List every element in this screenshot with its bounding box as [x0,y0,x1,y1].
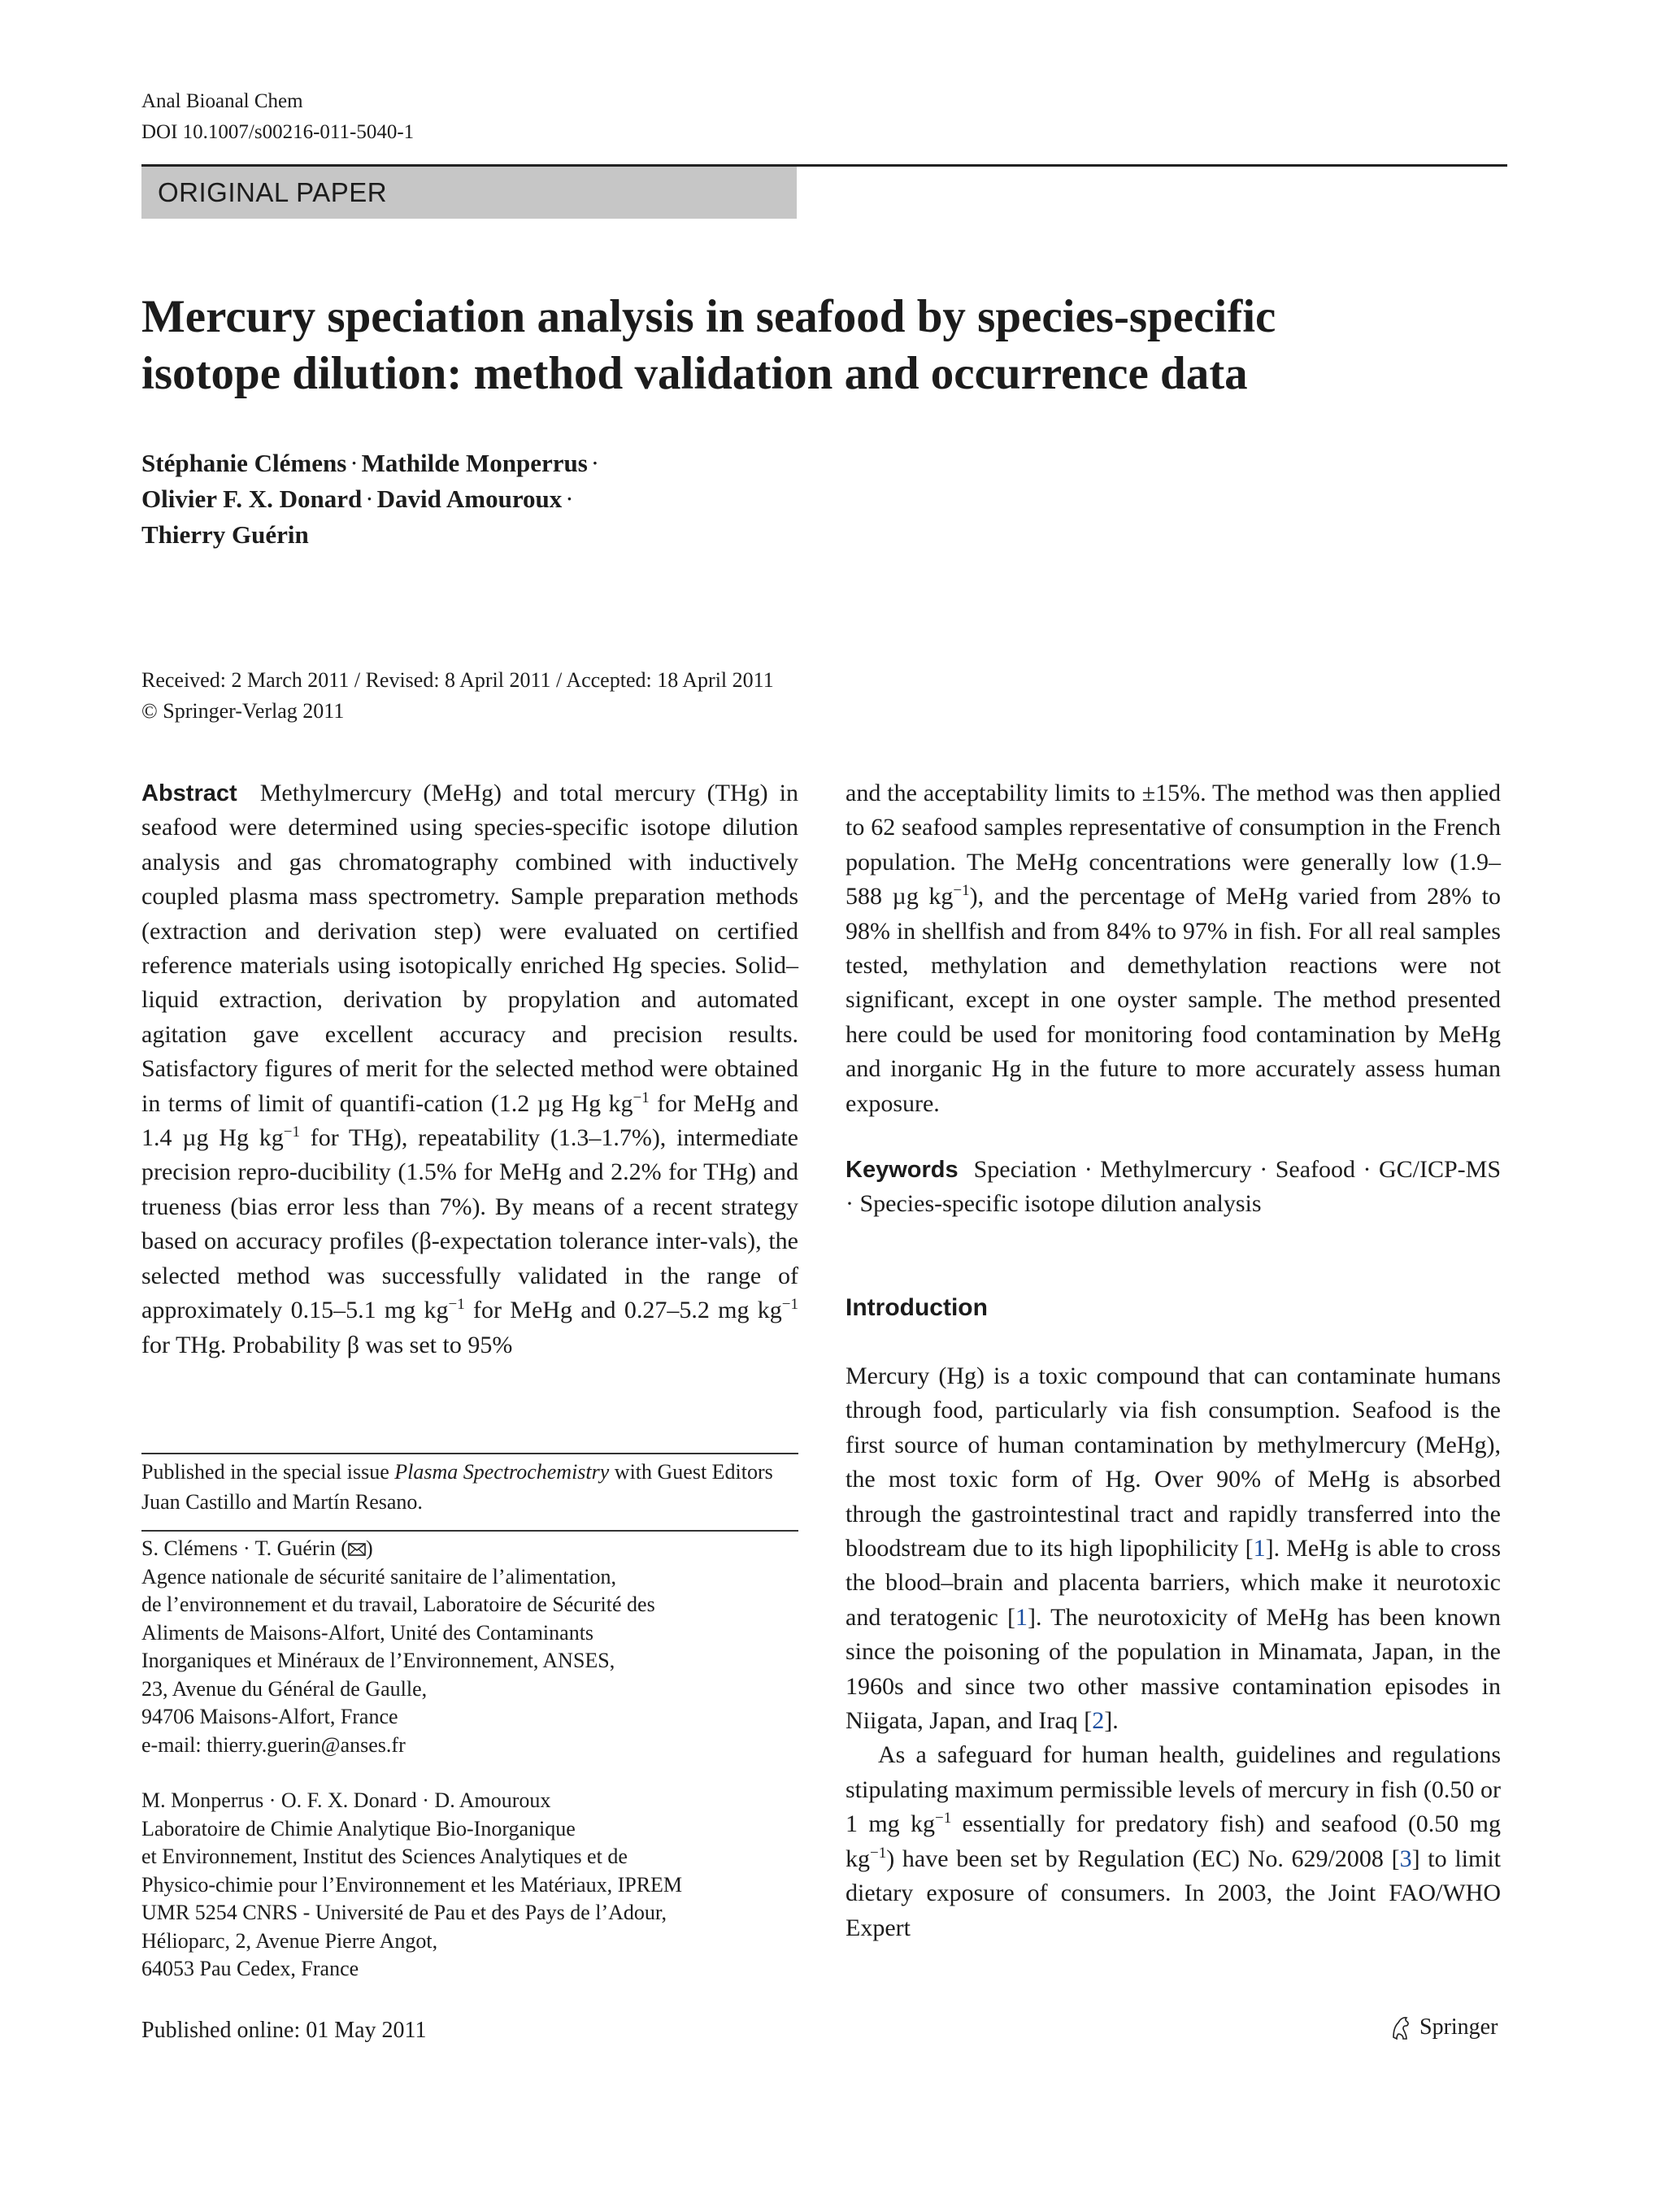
paper-title [141,289,1361,402]
intro-segment: essentially for predatory fish) and seafood (0.50 mg kg [846,1810,1501,1872]
superscript: −1 [870,1844,887,1862]
superscript: −1 [953,882,970,900]
envelope-icon [348,1543,366,1556]
superscript: −1 [781,1296,798,1314]
special-issue-note [141,1457,798,1517]
abstract-segment: for MeHg and 1.4 µg Hg kg [141,1089,799,1152]
intro-segment: ]. The neurotoxicity of MeHg has been known since the poisoning of the population in Minamata, Japan, in the 1960s and since two other massive contamination episodes in Niigata, Japan, and Iraq [ [846,1603,1502,1735]
abstract-segment: Methylmercury (MeHg) and total mercury (THg) in seafood were determined using species-specific isotope dilution analysis and gas chromatography combined with inductively coupled plasma mass spectrometry. Sample preparation methods (extraction and derivation step) were evaluated on certified reference materials using isotopically enriched Hg species. Solid–liquid extraction, derivation by propylation and automated agitation gave excellent accuracy and precision results. Satisfactory figures of merit for the selected method were obtained in terms of limit of quantifi-cation (1.2 µg Hg kg [141,780,799,1117]
abstract-segment: for MeHg and 0.27–5.2 mg kg [464,1297,782,1324]
affiliation-block-1 [141,1535,798,1759]
abstract-segment: for THg. Probability β was set to 95% [141,1331,513,1358]
author: Thierry Guérin [141,520,309,549]
superscript: −1 [935,1810,952,1827]
keywords-heading: Keywords [846,1157,959,1183]
copyright: © Springer-Verlag 2011 [141,699,345,723]
author: Mathilde Monperrus [361,449,588,477]
affiliation-line: de l’environnement et du travail, Laboratoire de Sécurité des [141,1593,655,1616]
affiliation-line: UMR 5254 CNRS - Université de Pau et des Pays de l’Adour, [141,1901,667,1924]
affiliation-line: Laboratoire de Chimie Analytique Bio-Inorganique [141,1816,576,1840]
affiliation-block-2 [141,1787,798,1984]
superscript: −1 [448,1296,465,1314]
title-line-2: isotope dilution: method validation and occurrence data [141,348,1248,399]
author-separator: · [565,485,574,513]
superscript: −1 [633,1089,650,1106]
issue-name: Plasma Spectrochemistry [394,1460,610,1484]
intro-segment: ) have been set by Regulation (EC) No. 629/2008 [ [886,1845,1400,1872]
abstract-segment: ), and the percentage of MeHg varied from 28% to 98% in shellfish and from 84% to 97% in fish. For all real samples tested, methylation and demethylation reactions were not significant, except in one oyster sample. The method presented here could be used for monitoring food contamination by MeHg and inorganic Hg in the future to more accurately assess human exposure. [846,883,1501,1117]
title-line-1: Mercury speciation analysis in seafood by species-specific [141,291,1276,342]
publisher-name: Springer [1419,2014,1498,2040]
journal-header [141,86,414,148]
abstract-segment: for THg), repeatability (1.3–1.7%), intermediate precision repro-ducibility (1.5% for MeHg and 2.2% for THg) and trueness (bias error less than 7%). By means of a recent strategy based on accuracy profiles (β-expectation tolerance inter-vals), the selected method was successfully validated in the range of approximately 0.15–5.1 mg kg [141,1124,798,1324]
citation-link[interactable]: 3 [1399,1845,1412,1872]
author-list [141,445,792,553]
intro-segment: ]. [1104,1707,1119,1735]
intro-segment: As a safeguard for human health, guidelines and regulations stipulating maximum permissible levels of mercury in fish (0.50 or 1 mg kg [846,1741,1501,1838]
affiliation-line: Hélioparc, 2, Avenue Pierre Angot, [141,1928,438,1953]
names-text: ) [365,1536,373,1560]
abstract-segment: and the acceptability limits to ±15%. The method was then applied to 62 seafood samples representative of consumption in the French population. The MeHg concentrations were generally low (1.9–588 µg kg [846,780,1501,910]
affiliation-names [141,1535,798,1563]
author: Stéphanie Clémens [141,449,347,477]
affiliation-rule [141,1530,798,1532]
springer-horse-icon [1389,2014,1413,2040]
superscript: −1 [283,1123,300,1141]
abstract-continued [846,776,1501,1121]
affiliation-line: Aliments de Maisons-Alfort, Unité des Contaminants [141,1620,594,1645]
article-dates [141,665,774,727]
affiliation-line: Agence nationale de sécurité sanitaire de l’alimentation, [141,1564,617,1588]
author: David Amouroux [376,485,563,513]
abstract-column-2 [846,776,1501,1121]
journal-name: Anal Bioanal Chem [141,90,303,112]
author-separator: · [590,449,600,477]
publisher-logo [1389,2014,1498,2040]
names-text: S. Clémens · T. Guérin ( [141,1536,348,1560]
section-heading-introduction: Introduction [846,1294,988,1321]
introduction-text [846,1359,1501,1945]
intro-segment: ]. MeHg is able to cross the blood–brain and placenta barriers, which make it neurotoxic and teratogenic [ [846,1535,1501,1631]
keywords [846,1153,1501,1221]
affiliation-line: 94706 Maisons-Alfort, France [141,1705,398,1728]
intro-segment: Mercury (Hg) is a toxic compound that can contaminate humans through food, particularly via fish consumption. Seafood is the first source of human contamination by methylmercury (MeHg), the most toxic form of Hg. Over 90% of MeHg is absorbed through the gastrointestinal tract and rapidly transferred into the bloodstream due to its high lipophilicity [ [846,1362,1501,1562]
author-separator: · [365,485,374,513]
intro-paragraph-1 [846,1359,1501,1738]
footnote-rule [141,1453,798,1454]
intro-segment: ] to limit dietary exposure of consumers. In 2003, the Joint FAO/WHO Expert [846,1845,1502,1941]
email-link[interactable]: e-mail: thierry.guerin@anses.fr [141,1732,406,1757]
citation-link[interactable]: 1 [1015,1603,1028,1631]
author-separator: · [350,449,359,477]
note-text: Published in the special issue [141,1460,395,1484]
citation-link[interactable]: 1 [1253,1535,1266,1562]
author: Olivier F. X. Donard [141,485,363,513]
affiliation-line: Inorganiques et Minéraux de l’Environnement, ANSES, [141,1649,615,1672]
note-text: with Guest Editors Juan Castillo and Martín Resano. [141,1460,773,1514]
published-online: Published online: 01 May 2011 [141,2018,427,2043]
keywords-text: Speciation · Methylmercury · Seafood · GC/ICP-MS · Species-specific isotope dilution analysis [846,1156,1502,1217]
affiliation-line: Physico-chimie pour l’Environnement et les Matériaux, IPREM [141,1872,683,1897]
article-type-banner: ORIGINAL PAPER [141,167,797,219]
received-dates: Received: 2 March 2011 / Revised: 8 April 2011 / Accepted: 18 April 2011 [141,668,774,692]
citation-link[interactable]: 2 [1092,1707,1105,1735]
abstract-text [141,776,798,1362]
affiliation-line: 23, Avenue du Général de Gaulle, [141,1676,428,1701]
affiliation-names: M. Monperrus · O. F. X. Donard · D. Amouroux [141,1788,551,1812]
affiliation-line: 64053 Pau Cedex, France [141,1957,359,1980]
intro-paragraph-2 [846,1738,1501,1945]
doi: DOI 10.1007/s00216-011-5040-1 [141,121,415,143]
abstract-column-1 [141,776,798,1362]
affiliation-line: et Environnement, Institut des Sciences Analytiques et de [141,1845,628,1868]
abstract-heading: Abstract [141,780,237,806]
